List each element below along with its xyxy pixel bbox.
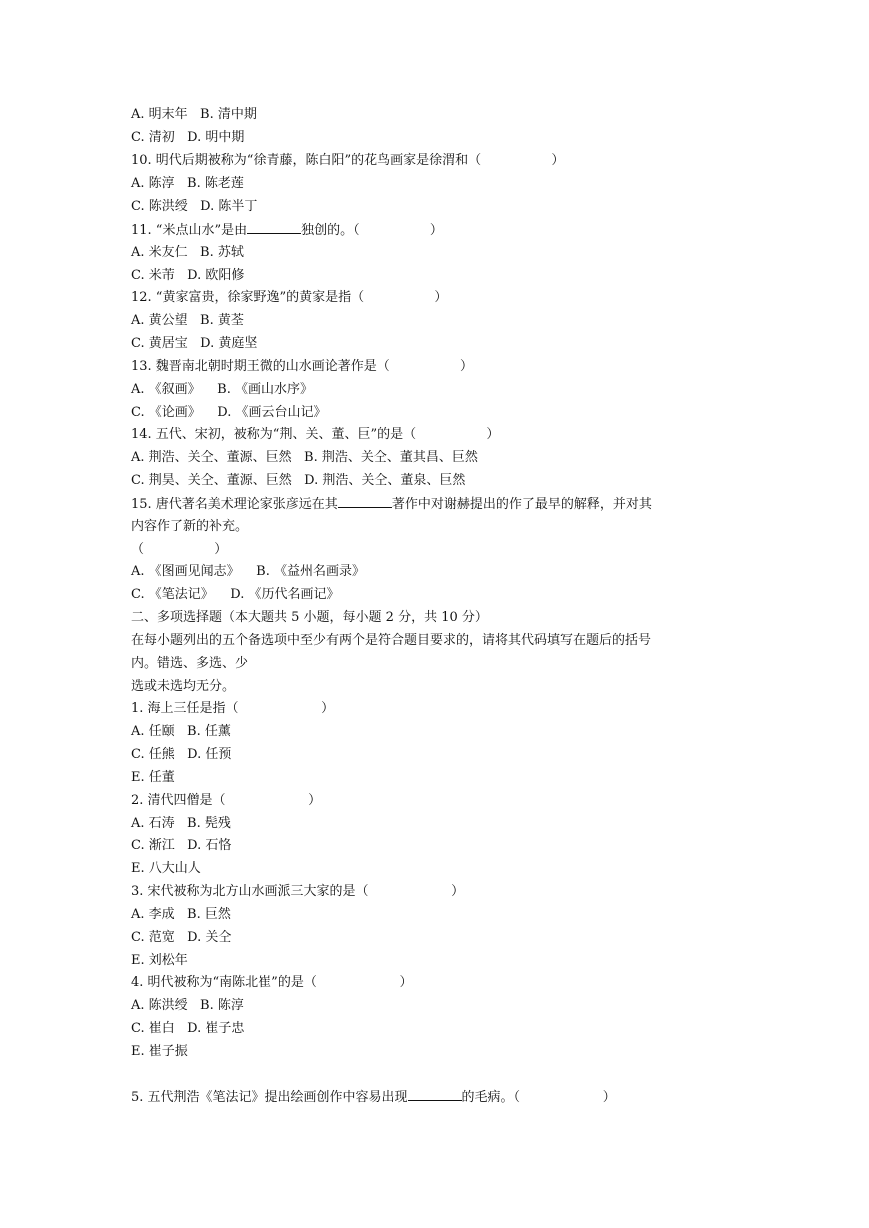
mq3-options-cd: C. 范宽 D. 关仝 <box>131 930 232 945</box>
section-2-instructions-2: 内。错选、多选、少 <box>131 656 249 671</box>
mq2-option-e: E. 八大山人 <box>131 861 201 876</box>
mq5-question <box>131 1088 616 1106</box>
q12-question: 12. “黄家富贵，徐家野逸”的黄家是指（ ） <box>131 290 448 305</box>
fill-blank <box>408 1088 462 1101</box>
q11-text-b: 独创的。（ ） <box>301 223 443 238</box>
mq2-question: 2. 清代四僧是（ ） <box>131 793 322 808</box>
mq4-options-cd: C. 崔白 D. 崔子忠 <box>131 1021 245 1036</box>
fill-blank <box>247 221 301 234</box>
mq2-options-cd: C. 渐江 D. 石恪 <box>131 838 232 853</box>
mq1-option-e: E. 任董 <box>131 770 175 785</box>
fill-blank <box>338 495 392 508</box>
q10-options-ab: A. 陈淳 B. 陈老莲 <box>131 176 244 191</box>
q14-question: 14. 五代、宋初，被称为“荆、关、董、巨”的是（ ） <box>131 427 500 442</box>
section-2-instructions-3: 选或未选均无分。 <box>131 679 236 694</box>
mq3-option-e: E. 刘松年 <box>131 953 188 968</box>
q11-options-cd: C. 米芾 D. 欧阳修 <box>131 268 245 283</box>
mq2-options-ab: A. 石涛 B. 髡残 <box>131 816 231 831</box>
q15-question-cont: 内容作了新的补充。 <box>131 519 249 534</box>
q12-options-cd: C. 黄居宝 D. 黄庭坚 <box>131 336 258 351</box>
q9-options-ab: A. 明末年 B. 清中期 <box>131 107 257 122</box>
mq1-options-ab: A. 任颐 B. 任薰 <box>131 724 231 739</box>
q11-text-a: 11. “米点山水”是由 <box>131 223 248 238</box>
q13-question: 13. 魏晋南北朝时期王微的山水画论著作是（ ） <box>131 359 474 374</box>
q11-question <box>131 221 443 239</box>
q13-options-cd: C. 《论画》 D. 《画云台山记》 <box>131 405 327 420</box>
q11-options-ab: A. 米友仁 B. 苏轼 <box>131 245 244 260</box>
q10-options-cd: C. 陈洪绶 D. 陈半丁 <box>131 199 258 214</box>
q15-options-cd: C. 《笔法记》 D. 《历代名画记》 <box>131 587 340 602</box>
mq3-question: 3. 宋代被称为北方山水画派三大家的是（ ） <box>131 884 465 899</box>
q15-question <box>131 495 652 513</box>
mq3-options-ab: A. 李成 B. 巨然 <box>131 907 231 922</box>
q15-text-b: 著作中对谢赫提出的作了最早的解释，并对其 <box>391 497 652 512</box>
q15-answer-bracket: （ ） <box>131 542 228 557</box>
q13-options-ab: A. 《叙画》 B. 《画山水序》 <box>131 382 314 397</box>
mq4-option-e: E. 崔子振 <box>131 1044 188 1059</box>
mq1-options-cd: C. 任熊 D. 任预 <box>131 747 232 762</box>
q15-text-a: 15. 唐代著名美术理论家张彦远在其 <box>131 497 338 512</box>
mq1-question: 1. 海上三任是指（ ） <box>131 701 335 716</box>
mq4-question: 4. 明代被称为“南陈北崔”的是（ ） <box>131 975 413 990</box>
section-2-heading: 二、多项选择题（本大题共 5 小题，每小题 2 分，共 10 分） <box>131 610 488 625</box>
q9-options-cd: C. 清初 D. 明中期 <box>131 130 245 145</box>
mq5-text-b: 的毛病。（ ） <box>461 1090 616 1105</box>
section-2-instructions-1: 在每小题列出的五个备选项中至少有两个是符合题目要求的，请将其代码填写在题后的括号 <box>131 633 652 648</box>
q14-options-cd: C. 荆昊、关仝、董源、巨然 D. 荆浩、关仝、董泉、巨然 <box>131 473 466 488</box>
q14-options-ab: A. 荆浩、关仝、董源、巨然 B. 荆浩、关仝、董其昌、巨然 <box>131 450 478 465</box>
mq4-options-ab: A. 陈洪绶 B. 陈淳 <box>131 998 244 1013</box>
q12-options-ab: A. 黄公望 B. 黄荃 <box>131 313 244 328</box>
q15-options-ab: A. 《图画见闻志》 B. 《益州名画录》 <box>131 564 366 579</box>
mq5-text-a: 5. 五代荆浩《笔法记》提出绘画创作中容易出现 <box>131 1090 408 1105</box>
q10-question: 10. 明代后期被称为“徐青藤，陈白阳”的花鸟画家是徐渭和（ ） <box>131 153 565 168</box>
